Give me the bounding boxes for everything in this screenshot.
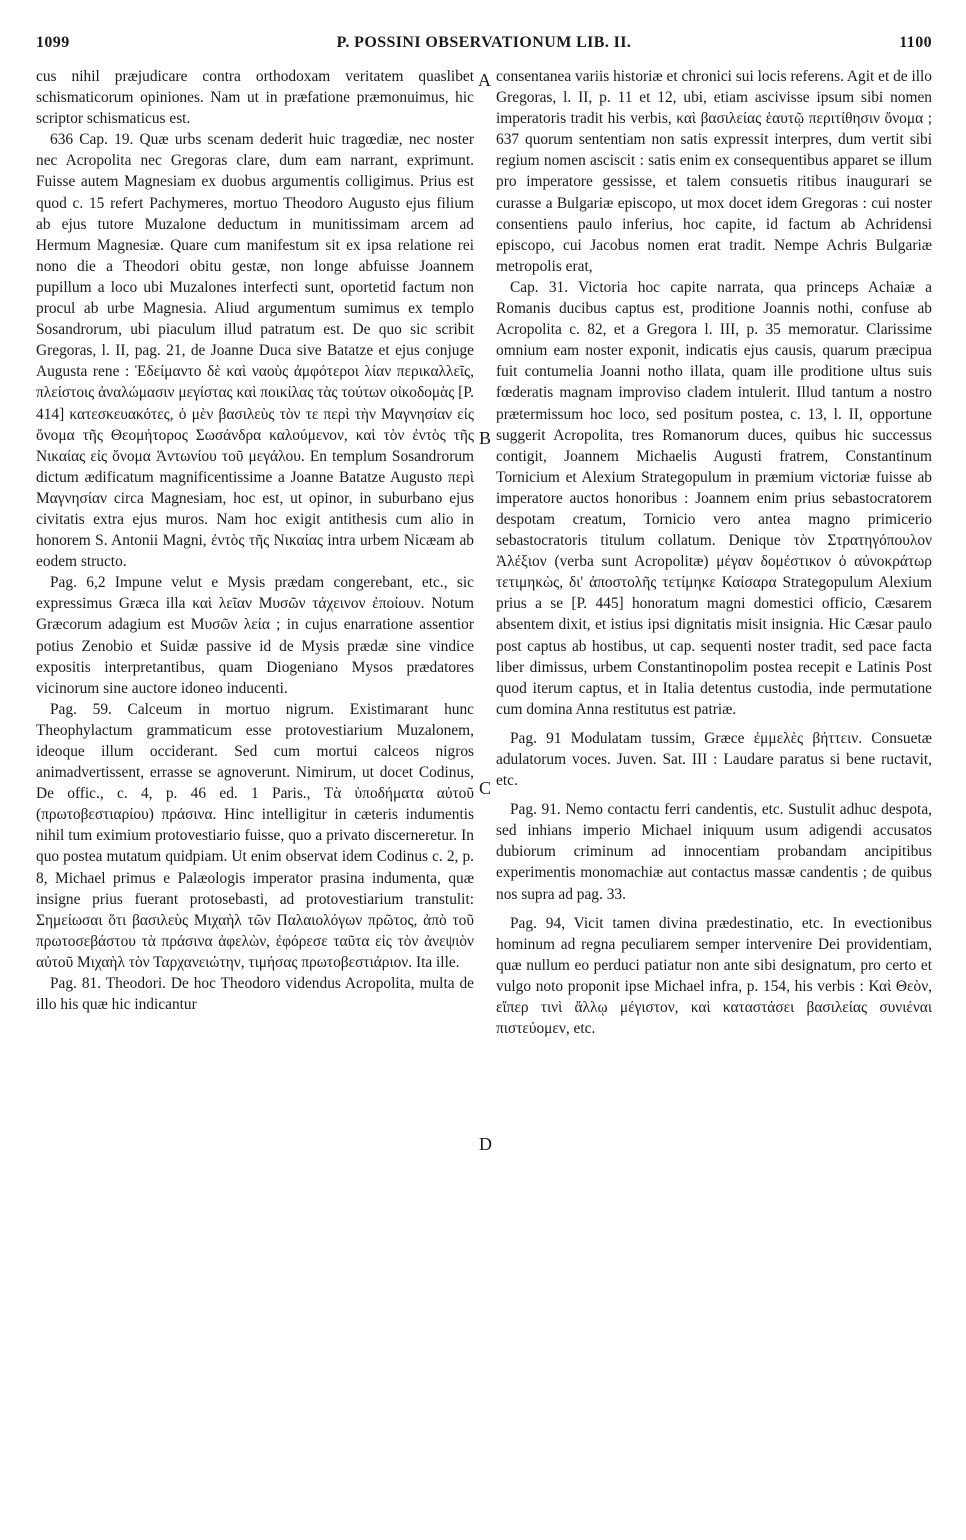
section-marker-c: C (479, 778, 492, 798)
left-paragraph-5: Pag. 81. Theodori. De hoc Theodoro videndus Acropolita, multa de illo his quæ hic indicantur (36, 975, 474, 1014)
page-number-left: 1099 (36, 34, 70, 51)
section-marker-b: B (479, 428, 492, 448)
left-paragraph-4: Pag. 59. Calceum in mortuo nigrum. Existimarant hunc Theophylactum grammaticum esse protovestiarium Muzalonem, ideoque illum occiderant. Sed cum mortui calceos nigros animadvertissent, errasse se agnoverunt. Nimirum, ut docet Codinus, De offic., c. 4, p. 46 ed. 1 Paris., Τὰ ὑποδήματα αὐτοῦ (πρωτοβεστιαρίου) πράσινα. Hinc intelligitur in cæteris indumentis nihil tum eximium protovestiario fuisse, quo a privato discerneretur. In quo postea mutatum quidpiam. Ut enim observat idem Codinus c. 2, p. 8, Michael primus e Palæologis imperator prasina indumenta, quæ insigne prius fuerant protosebasti, ad protovestiarium transtulit: Σημείωσαι ὅτι βασιλεὺς Μιχαὴλ τῶν Παλαιολόγων πρῶτος, ἀπὸ τοῦ πρωτοσεβάστου τὰ πράσινα ἀφελὼν, ἐφόρεσε ταῦτα εἰς τὸν ἀνεψιὸν αὐτοῦ Μιχαὴλ τὸν Ταρχανειώτην, τιμήσας πρωτοβεστιάριον. Ita ille. (36, 700, 474, 971)
right-column (496, 66, 932, 1039)
section-marker-d: D (479, 1134, 492, 1154)
left-column (36, 66, 474, 1015)
left-paragraph-1: cus nihil præjudicare contra orthodoxam veritatem quaslibet schismaticorum opiniones. Nam ut in præfatione præmonuimus, hic scriptor schismaticus est. (36, 68, 474, 128)
left-paragraph-3: Pag. 6,2 Impune velut e Mysis prædam congerebant, etc., sic expressimus Græca illa καὶ λεῖαν Μυσῶν τάχεινον ἐποίουν. Notum Græcorum adagium est Μυσῶν λεία ; in cujus enarratione assentior potius Zenobio et Suidæ passive id de Mysis prædæ sine vindice expositis interpretantibus, quam Diogeniano Mysos prædatores vicinorum sine auctore idoneo inducenti. (36, 574, 474, 697)
right-paragraph-1: consentanea variis historiæ et chronici sui locis referens. Agit et de illo Gregoras, l. II, p. 11 et 12, ubi, etiam ascivisse ipsum sibi nomen imperatoris tradit his verbis, καὶ βασιλείας ἑαυτῷ περιτίθησιν ὄνομα ; 637 quorum sententiam non satis expressit interpres, dum vertit sibi regium nomen asciscit : satis enim ex consequentibus apparet se illum pro imperatore gessisse, et talem consuetis ritibus inaugurari se curasse a Bulgariæ episcopo, ut mox docet idem Gregoras : cui noster consentiens paulo inferius, hoc capite, id factum ab Achridensi episcopo, cui Jacobus nomen erat tradit. Nempe Achris Bulgariæ metropolis erat, (496, 68, 932, 275)
running-header (36, 34, 932, 58)
right-paragraph-5: Pag. 94, Vicit tamen divina prædestinatio, etc. In evectionibus hominum ad regna peculiarem semper intervenire Dei providentiam, quæ nullum eo perduci patiatur non ante sibi designatum, pro certo et vulgo noto proponit ipse Michael infra, p. 154, his verbis : Καὶ Θεὸν, εἴπερ τινὶ ἄλλῳ μέγιστον, καὶ καταστάσει βασιλείας συνιέναι πιστεύομεν, etc. (496, 914, 932, 1038)
page-number-right: 1100 (899, 34, 932, 51)
right-paragraph-4: Pag. 91. Nemo contactu ferri candentis, etc. Sustulit adhuc despota, sed inhians imperio Michael iniquum usum adigendi accusatos dubiorum criminum ad innocentiam probandam ancipitibus experimentis monomachiæ aut contactus massæ candentis ; de quibus nos supra ad pag. 33. (496, 801, 932, 903)
section-marker-a: A (478, 70, 491, 90)
right-paragraph-2: Cap. 31. Victoria hoc capite narrata, qua princeps Achaiæ a Romanis ducibus captus est, proditione Joannis nothi, confuse ab Acropolita c. 82, et a Gregora l. III, p. 35 memoratur. Clarissime omnium eam noster exponit, indicatis ejus causis, quarum præcipua fuit contumelia Joanni notho illata, quam ille proditione ultus suis fœderatis magnam improviso cladem intulerit. Illud tantum a nostro prætermissum hoc loco, sed positum postea, c. 13, l. II, opportune suggerit Acropolita, tres Romanorum duces, quibus hic successus contigit, Joannem Michaelis Augusti fratrem, Constantinum Tornicium et Alexium Strategopulum in præmium victoriæ fuisse ab imperatore auctos honoribus : Joannem enim prius sebastocratorem despotam creatum, Tornicio vero antea magno primicerio sebastocratoris titulum collatum. Denique τὸν Στρατηγόπουλον Ἀλέξιον (verba sunt Acropolitæ) μέγαν δομέστικον ὁ αὐνοκράτωρ τετιμηκὼς, δι' ἀποστολῆς τετίμηκε Καίσαρα Strategopulum Alexium prius a se [P. 445] honoratum magni domestici officio, Cæsarem absentem dixit, et istius ipsi dignitatis misit insignia. Hic Cæsar paulo post captus ab hostibus, ut cap. sequenti noster tradit, sed pace facta liber dimissus, urbem Constantinopolim postea recepit e Latinis Post quod iterum captus, et in Italia detentus custodia, inde permutatione cum domina Anna restitutus est patriæ. (496, 278, 932, 718)
left-paragraph-2: 636 Cap. 19. Quæ urbs scenam dederit huic tragœdiæ, nec noster nec Acropolita nec Gregoras clare, dum eam narrant, exprimunt. Fuisse autem Magnesiam ex duobus argumentis colligimus. Prius est quod c. 15 refert Pachymeres, mortuo Theodoro Augusto ejus filium ab ejus tutore Muzalone deductum in munitissimam arcem ad Hermum Magnesiæ. Quare cum manifestum sit ex ipsa relatione rei nono die a Theodori obitu gestæ, non longe abfuisse Joannem pupillum a loco ubi Muzalones interfecti sunt, oportetid factum non procul ab urbe Magnesia. Aliud argumentum sumimus ex templo Sosandrorum, ubi piaculum illud patratum est. De quo sic scribit Gregoras, l. II, pag. 21, de Joanne Duca sive Batatze et ejus conjuge Augusta rene : Ἐδείμαντο δὲ καὶ ναοὺς ἀμφότεροι λίαν περικαλλεῖς, πλείστοις ἀναλώμασιν μεγίστας καὶ ποικίλας τὰς τούτων οἰκοδομὰς [P. 414] κατεσκευακότες, ὁ μὲν βασιλεὺς τὸν τε περὶ τὴν Μαγνησίαν εἰς ὄνομα τῆς Θεομήτορος Σωσάνδρα καλούμενον, καὶ τὸν ἐντὸς τῆς Νικαίας εἰς ὄνομα Ἀντωνίου τοῦ μεγάλου. En templum Sosandrorum dictum ædificatum magnificentissime a Joanne Batatze Augusto περὶ Μαγνησίαν circa Magnesiam, hoc est, ut opinor, in suburbano ejus civitatis extra ejus muros. Nam hoc exigit antithesis cum alio in honorem S. Antonii Magni, ἐντὸς τῆς Νικαίας intra urbem Nicæam ab eodem structo. (36, 131, 474, 571)
running-title: P. POSSINI OBSERVATIONUM LIB. II. (336, 34, 632, 51)
right-paragraph-3: Pag. 91 Modulatam tussim, Græce ἐμμελὲς βήττειν. Consuetæ adulatorum voces. Juven. Sat. III : Laudare paratus si bene ructavit, etc. (496, 729, 932, 790)
